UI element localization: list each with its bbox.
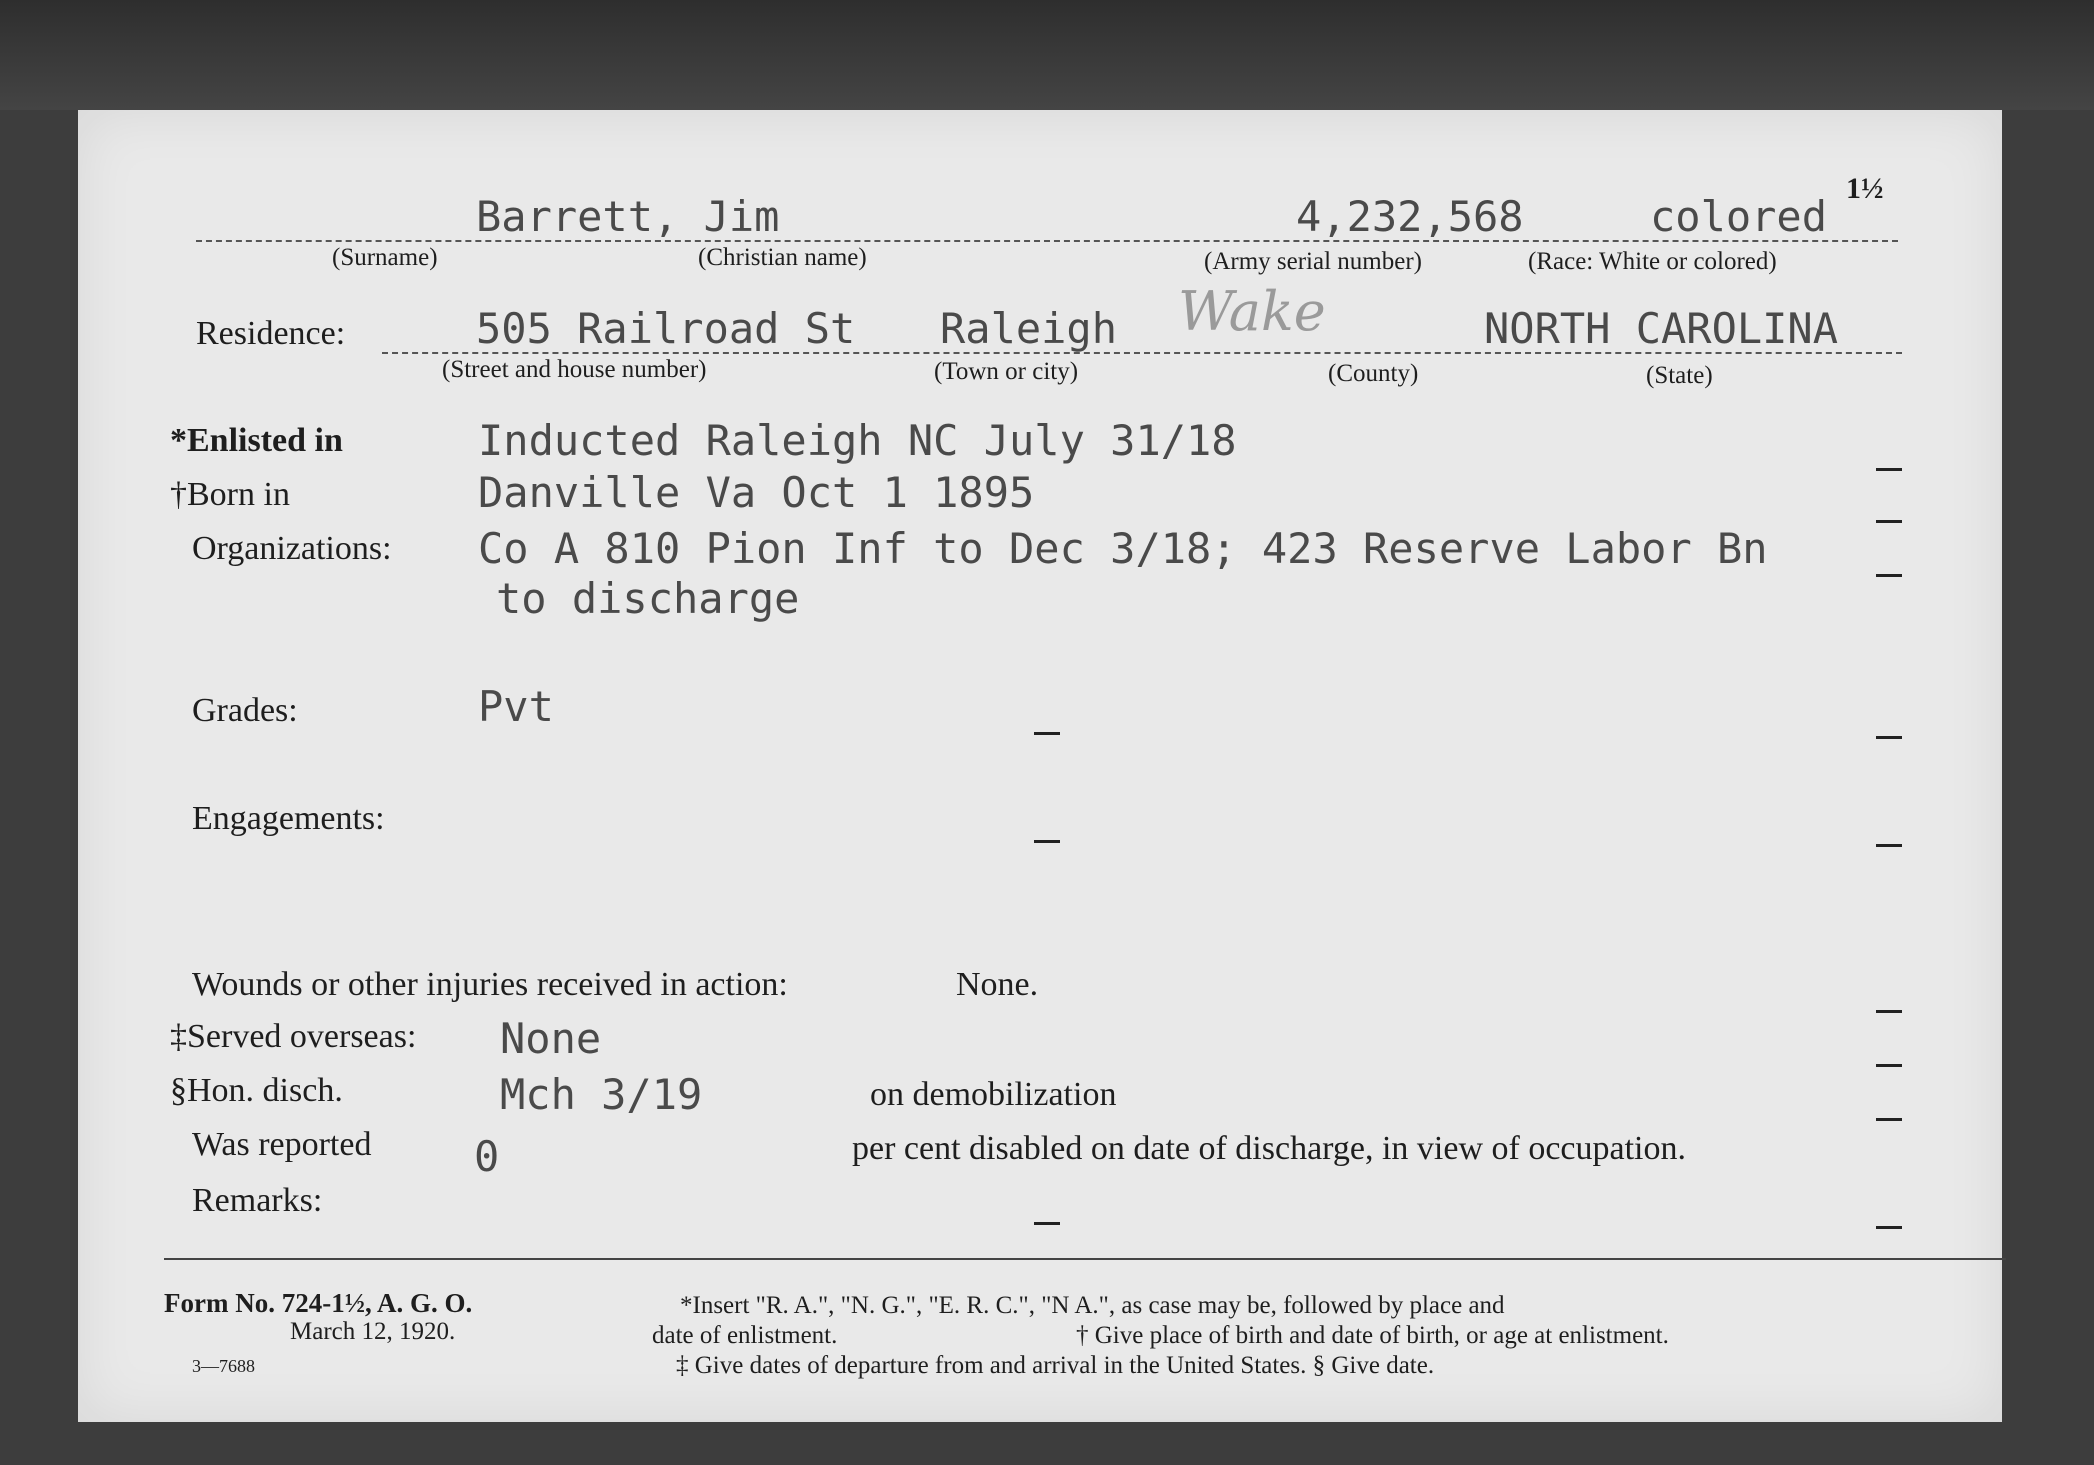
tick-mark (1876, 1118, 1902, 1121)
serial-number-value: 4,232,568 (1296, 192, 1524, 241)
residence-state-value: NORTH CAROLINA (1484, 304, 1839, 353)
caption-street: (Street and house number) (442, 356, 707, 383)
served-overseas-label: ‡Served overseas: (170, 1018, 417, 1055)
hon-disch-value: Mch 3/19 (500, 1070, 703, 1119)
tick-mark (1876, 520, 1902, 523)
caption-town: (Town or city) (934, 358, 1079, 385)
name-value: Barrett, Jim (476, 192, 780, 241)
wounds-value: None. (956, 966, 1039, 1003)
footnote-birth: † Give place of birth and date of birth, or age at enlistment. (1076, 1322, 1669, 1349)
caption-army-serial-number: (Army serial number) (1204, 248, 1422, 275)
footnote-insert-line1: *Insert "R. A.", "N. G.", "E. R. C.", "N A.", as case may be, followed by place and (680, 1292, 1505, 1319)
tick-mark (1876, 468, 1902, 471)
hon-disch-label: §Hon. disch. (170, 1072, 343, 1109)
disabled-text: per cent disabled on date of discharge, in view of occupation. (852, 1130, 1686, 1167)
footnote-overseas: ‡ Give dates of departure from and arrival in the United States. § Give date. (676, 1352, 1435, 1379)
tick-mark (1876, 1064, 1902, 1067)
print-number: 3—7688 (192, 1356, 255, 1376)
organizations-value-line2: to discharge (496, 574, 800, 623)
enlisted-value: Inducted Raleigh NC July 31/18 (478, 416, 1237, 465)
form-number: Form No. 724-1½, A. G. O. (164, 1288, 473, 1318)
residence-street-value: 505 Railroad St (476, 304, 856, 353)
tick-mark (1876, 844, 1902, 847)
page-fraction: 1½ (1846, 172, 1884, 205)
was-reported-label: Was reported (192, 1126, 372, 1163)
tick-mark (1034, 732, 1060, 735)
demobilization-text: on demobilization (870, 1076, 1117, 1113)
was-reported-value: 0 (474, 1132, 500, 1181)
residence-county-value: Wake (1178, 280, 1326, 343)
race-value: colored (1650, 192, 1828, 241)
born-value: Danville Va Oct 1 1895 (478, 468, 1035, 517)
enlisted-label: *Enlisted in (170, 422, 343, 459)
form-date: March 12, 1920. (290, 1318, 456, 1345)
tick-mark (1876, 574, 1902, 577)
service-record-card (78, 110, 2002, 1422)
caption-county: (County) (1328, 360, 1419, 387)
tick-mark (1034, 1222, 1060, 1225)
grades-value: Pvt (478, 682, 554, 731)
organizations-value-line1: Co A 810 Pion Inf to Dec 3/18; 423 Reserve Labor Bn (478, 524, 1768, 573)
born-label: †Born in (170, 476, 290, 513)
remarks-label: Remarks: (192, 1182, 323, 1219)
caption-state: (State) (1646, 362, 1713, 389)
caption-christian-name: (Christian name) (698, 244, 867, 271)
header-rule (196, 240, 1898, 242)
caption-surname: (Surname) (332, 244, 438, 271)
tick-mark (1034, 840, 1060, 843)
residence-town-value: Raleigh (940, 304, 1118, 353)
served-overseas-value: None (500, 1014, 602, 1063)
caption-race: (Race: White or colored) (1528, 248, 1777, 275)
wounds-label: Wounds or other injuries received in action: (192, 966, 788, 1003)
residence-label: Residence: (196, 315, 346, 352)
tick-mark (1876, 1226, 1902, 1229)
tick-mark (1876, 1010, 1902, 1013)
footer-rule (164, 1258, 2006, 1260)
tick-mark (1876, 736, 1902, 739)
grades-label: Grades: (192, 692, 298, 729)
footnote-insert-line2: date of enlistment. (652, 1322, 838, 1349)
engagements-label: Engagements: (192, 800, 385, 837)
organizations-label: Organizations: (192, 530, 392, 567)
scan-background (0, 0, 2094, 110)
